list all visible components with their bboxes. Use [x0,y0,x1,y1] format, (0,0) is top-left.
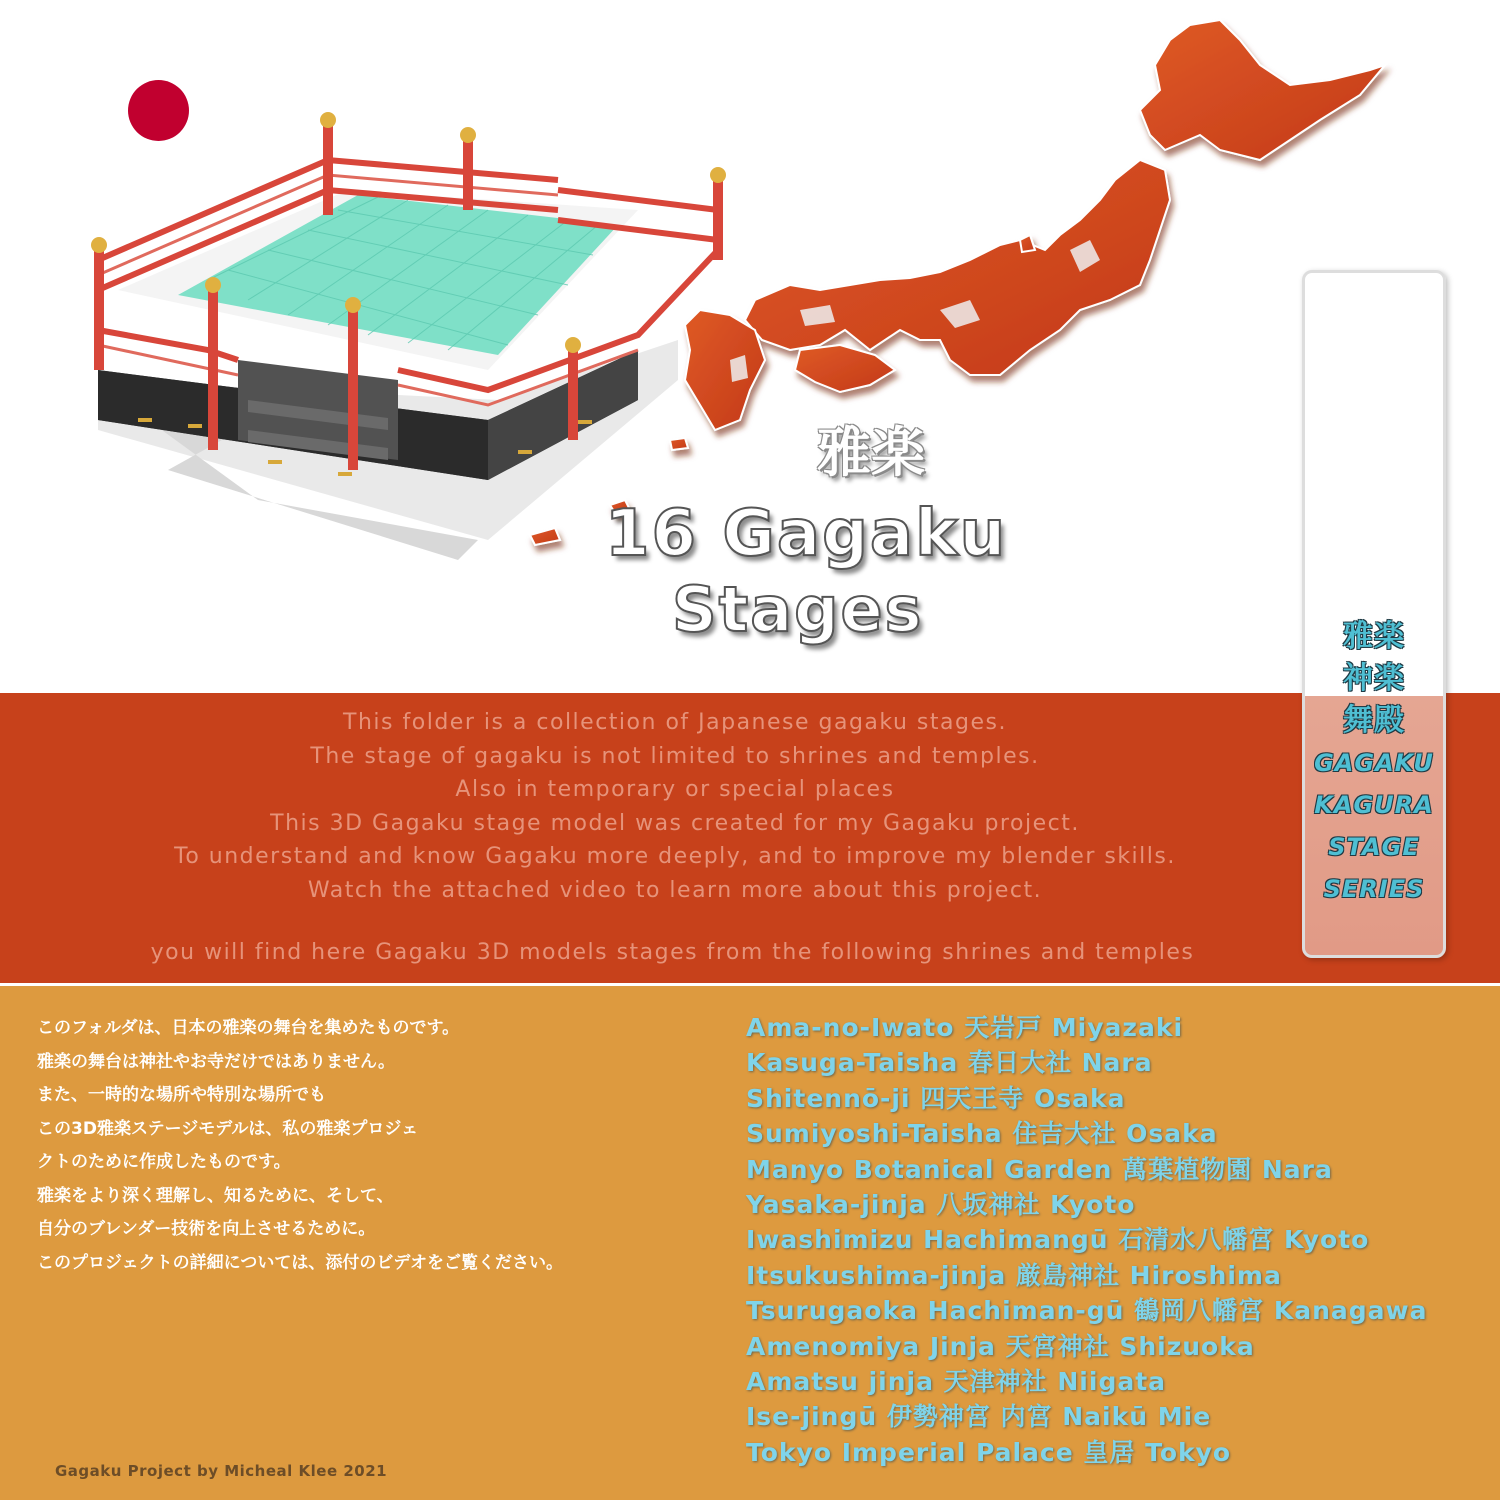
main-title-line-2: Stages [672,573,924,646]
english-description-line: This 3D Gagaku stage model was created for my Gagaku project. [270,810,1080,836]
credit-text: Gagaku Project by Micheal Klee 2021 [55,1462,388,1480]
series-label-kagura-kanji: 神楽 [1343,661,1405,696]
shrine-item: Ama-no-Iwato 天岩戸 Miyazaki [746,1013,1184,1042]
shrine-item: Iwashimizu Hachimangū 石清水八幡宮 Kyoto [746,1225,1370,1255]
shrine-item: Itsukushima-jinja 厳島神社 Hiroshima [746,1260,1282,1290]
japanese-description-line: この3D雅楽ステージモデルは、私の雅楽プロジェ [37,1118,419,1139]
japanese-description-line: このプロジェクトの詳細については、添付のビデオをご覧ください。 [37,1252,563,1273]
english-description-line: This folder is a collection of Japanese gagaku stages. [343,710,1007,735]
shrine-item: Tsurugaoka Hachiman-gū 鶴岡八幡宮 Kanagawa [746,1296,1428,1326]
japanese-description-line: また、一時的な場所や特別な場所でも [37,1085,326,1105]
shrine-item: Shitennō-ji 四天王寺 Osaka [746,1083,1126,1113]
japanese-description-line: 雅楽をより深く理解し、知るために、そして、 [37,1185,394,1206]
series-label-list [1305,616,1443,910]
japanese-description-line: 雅楽の舞台は神社やお寺だけではありません。 [37,1051,396,1072]
series-label-series: SERIES [1323,875,1425,903]
series-label-maidono-kanji: 舞殿 [1343,703,1405,738]
english-description-line: To understand and know Gagaku more deeply, and to improve my blender skills. [174,844,1176,869]
main-title-line-1: 16 Gagaku [605,497,1008,571]
series-label-gagaku: GAGAKU [1314,749,1434,777]
japanese-description-line: 自分のブレンダー技術を向上させるために。 [37,1219,376,1239]
english-description-line: Also in temporary or special places [455,777,895,802]
series-label-stage: STAGE [1328,833,1420,861]
shrine-list [746,1010,1486,1470]
shrine-item: Amatsu jinja 天津神社 Niigata [746,1366,1167,1396]
english-description-line: The stage of gagaku is not limited to shrines and temples. [310,743,1040,769]
shrine-item: Amenomiya Jinja 天宮神社 Shizuoka [746,1331,1255,1361]
shrine-item: Tokyo Imperial Palace 皇居 Tokyo [746,1437,1232,1467]
shrine-item: Kasuga-Taisha 春日大社 Nara [746,1048,1153,1078]
japanese-description [37,1012,727,1280]
english-description [40,706,1310,907]
series-label-kagura: KAGURA [1314,791,1434,819]
kanji-title: 雅楽 [817,421,925,484]
japanese-description-line: このフォルダは、日本の雅楽の舞台を集めたものです。 [37,1018,460,1038]
shrine-item: Yasaka-jinja 八坂神社 Kyoto [746,1189,1136,1219]
japanese-description-line: クトのために作成したものです。 [37,1152,291,1172]
shrine-item: Ise-jingū 伊勢神宮 内宮 Naikū Mie [746,1402,1212,1432]
series-side-panel [1302,270,1446,958]
shrine-item: Manyo Botanical Garden 萬葉植物園 Nara [746,1154,1333,1184]
english-description-line: Watch the attached video to learn more about this project. [307,877,1043,903]
english-description-footer: you will find here Gagaku 3D models stages from the following shrines and temples [150,940,1195,965]
shrine-item: Sumiyoshi-Taisha 住吉大社 Osaka [746,1119,1218,1149]
series-label-gagaku-kanji: 雅楽 [1343,619,1405,654]
